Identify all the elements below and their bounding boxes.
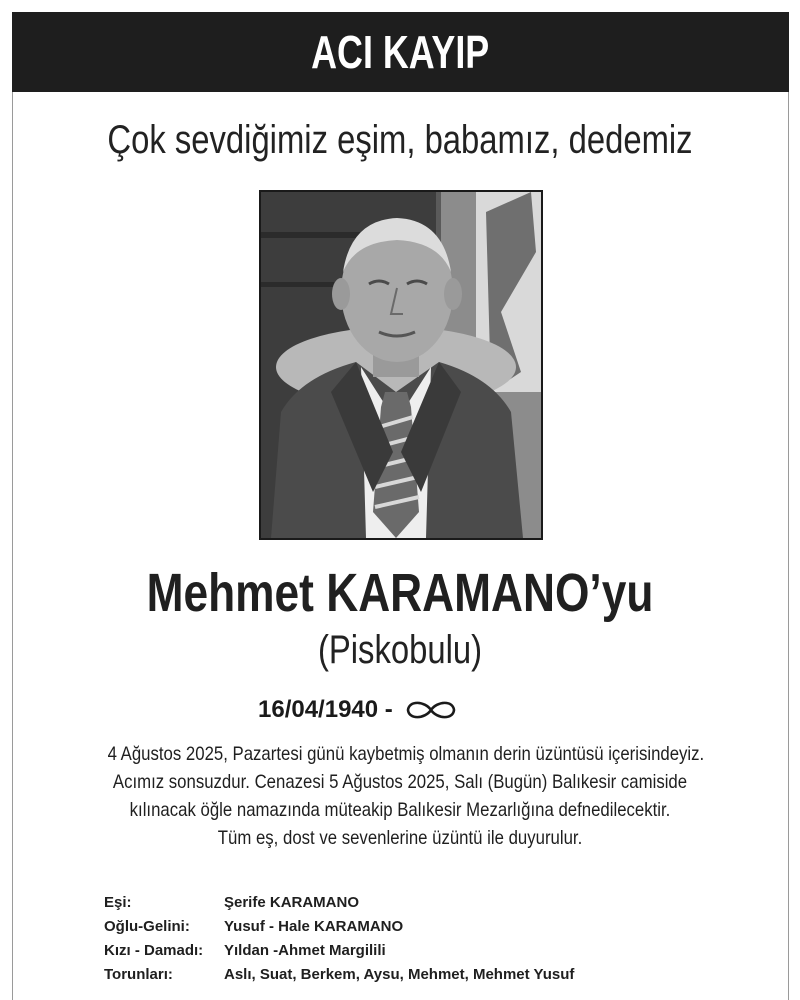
intro-text: Çok sevdiğimiz eşim, babamız, dedemiz [107,118,693,162]
family-row-grandchildren [104,962,704,986]
body-line: Tüm eş, dost ve sevenlerine üzüntü ile duyurulur. [217,827,583,849]
header-title: ACI KAYIP [311,26,490,78]
deceased-name: Mehmet KARAMANO’yu [146,563,654,623]
birth-date: 16/04/1940 - [258,696,393,723]
family-value: Yusuf - Hale KARAMANO [224,917,404,935]
header-bar [12,12,789,92]
family-row-daughter [104,938,704,962]
family-label: Kızı - Damadı: [104,941,204,959]
family-list [104,890,704,986]
announcement-body [60,740,740,852]
family-row-son [104,914,704,938]
life-dates [258,690,459,730]
family-value: Aslı, Suat, Berkem, Aysu, Mehmet, Mehmet Yusuf [224,965,575,983]
portrait-illustration [261,192,541,538]
family-value: Şerife KARAMANO [224,893,360,911]
infinity-icon [403,697,459,723]
family-label: Torunları: [104,965,173,983]
family-row-spouse [104,890,704,914]
deceased-nickname: (Piskobulu) [317,628,483,672]
family-label: Oğlu-Gelini: [104,917,190,935]
family-label: Eşi: [104,893,132,911]
body-line: Acımız sonsuzdur. Cenazesi 5 Ağustos 2025, Salı (Bugün) Balıkesir camiside [112,771,688,793]
family-value: Yıldan -Ahmet Margilili [224,941,386,959]
portrait-photo [259,190,543,540]
body-line: 4 Ağustos 2025, Pazartesi günü kaybetmiş olmanın derin üzüntüsü içerisindeyiz. [107,743,705,765]
body-line: kılınacak öğle namazında müteakip Balıkesir Mezarlığına defnedilecektir. [129,799,671,821]
